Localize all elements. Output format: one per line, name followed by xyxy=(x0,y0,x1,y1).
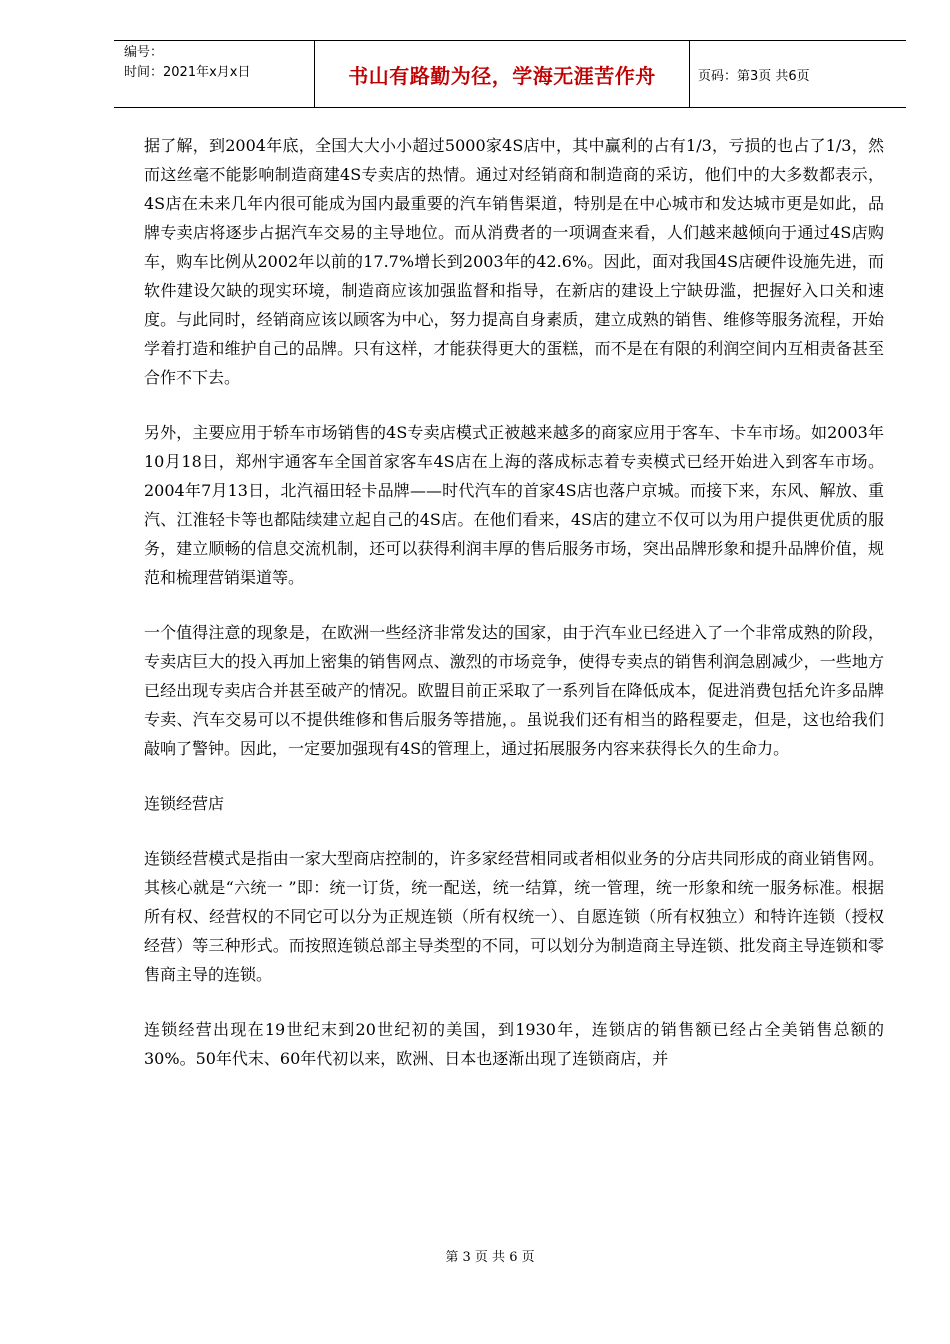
paragraph: 连锁经营出现在19世纪末到20世纪初的美国，到1930年，连锁店的销售额已经占全美销售总额的30%。50年代末、60年代初以来，欧洲、日本也逐渐出现了连锁商店，并 xyxy=(144,1020,884,1068)
page-header xyxy=(114,40,906,108)
paragraph: 据了解，到2004年底，全国大大小小超过5000家4S店中，其中赢利的占有1/3，亏损的也占了1/3，然而这丝毫不能影响制造商建4S专卖店的热情。通过对经销商和制造商的采访，他们中的大多数都表示，4S店在未来几年内很可能成为国内最重要的汽车销售渠道，特别是在中心城市和发达城市更是如此，品牌专卖店将逐步占据汽车交易的主导地位。而从消费者的一项调查来看，人们越来越倾向于通过4S店购车，购车比例从2002年以前的17.7%增长到2003年的42.6%。因此，面对我国4S店硬件设施先进，而软件建设欠缺的现实环境，制造商应该加强监督和指导，在新店的建设上宁缺毋滥，把握好入口关和速度。与此同时，经销商应该以顾客为中心，努力提高自身素质，建立成熟的销售、维修等服务流程，开始学着打造和维护自己的品牌。只有这样，才能获得更大的蛋糕，而不是在有限的利润空间内互相责备甚至合作不下去。 xyxy=(144,136,884,387)
page-footer xyxy=(0,1246,950,1265)
number-label: 编号： xyxy=(124,45,164,60)
header-motto: 书山有路勤为径，学海无涯苦作舟 xyxy=(315,41,690,107)
document-body xyxy=(144,131,884,1099)
footer-page-number: 第 3 页 共 6 页 xyxy=(445,1250,535,1265)
paragraph: 另外，主要应用于轿车市场销售的4S专卖店模式正被越来越多的商家应用于客车、卡车市场。如2003年10月18日，郑州宇通客车全国首家客车4S店在上海的落成标志着专卖模式已经开始进入到客车市场。2004年7月13日，北汽福田轻卡品牌——时代汽车的首家4S店也落户京城。而接下来，东风、解放、重汽、江淮轻卡等也都陆续建立起自己的4S店。在他们看来，4S店的建立不仅可以为用户提供更优质的服务，建立顺畅的信息交流机制，还可以获得利润丰厚的售后服务市场，突出品牌形象和提升品牌价值，规范和梳理营销渠道等。 xyxy=(144,423,884,587)
paragraph: 连锁经营模式是指由一家大型商店控制的，许多家经营相同或者相似业务的分店共同形成的商业销售网。其核心就是“六统一 ”即：统一订货，统一配送，统一结算，统一管理，统一形象和统一服务标准。根据所有权、经营权的不同它可以分为正规连锁（所有权统一）、自愿连锁（所有权独立）和特许连锁（授权经营）等三种形式。而按照连锁总部主导类型的不同，可以划分为制造商主导连锁、批发商主导连锁和零售商主导的连锁。 xyxy=(144,849,884,984)
paragraph: 一个值得注意的现象是，在欧洲一些经济非常发达的国家，由于汽车业已经进入了一个非常成熟的阶段，专卖店巨大的投入再加上密集的销售网点、激烈的市场竞争，使得专卖点的销售利润急剧减少，一些地方已经出现专卖店合并甚至破产的情况。欧盟目前正采取了一系列旨在降低成本，促进消费包括允许多品牌专卖、汽车交易可以不提供维修和售后服务等措施，。虽说我们还有相当的路程要走，但是，这也给我们敲响了警钟。因此，一定要加强现有4S的管理上，通过拓展服务内容来获得长久的生命力。 xyxy=(144,623,884,758)
header-meta xyxy=(114,41,315,107)
section-heading: 连锁经营店 xyxy=(144,794,225,813)
time-label: 时间：2021年x月x日 xyxy=(124,65,251,80)
header-page-info: 页码：第3页 共6页 xyxy=(698,68,810,84)
